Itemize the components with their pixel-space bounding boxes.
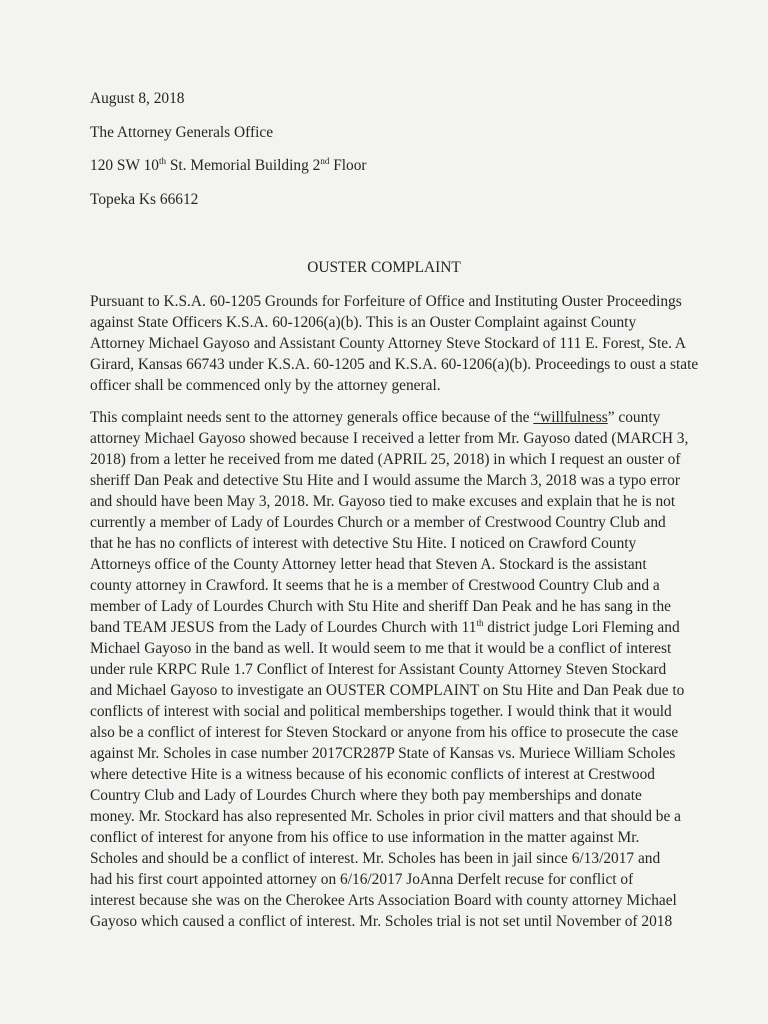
paragraph-line: interest because she was on the Cherokee Arts Association Board with county attorney Michael	[90, 892, 677, 909]
paragraph-line: Michael Gayoso in the band as well. It would seem to me that it would be a conflict of interest	[90, 640, 672, 657]
paragraph-line: county attorney in Crawford. It seems that he is a member of Crestwood Country Club and a	[90, 577, 660, 594]
paragraph-line: Girard, Kansas 66743 under K.S.A. 60-1205 and K.S.A. 60-1206(a)(b). Proceedings to oust a state	[90, 356, 699, 373]
paragraph-line: Country Club and Lady of Lourdes Church where they both pay memberships and donate	[90, 787, 642, 804]
paragraph-line: sheriff Dan Peak and detective Stu Hite and I would assume the March 3, 2018 was a typo error	[90, 472, 680, 489]
paragraph-line: Gayoso which caused a conflict of interest. Mr. Scholes trial is not set until November of 2018	[90, 913, 673, 930]
paragraph-line: member of Lady of Lourdes Church with Stu Hite and sheriff Dan Peak and he has sang in the	[90, 598, 671, 615]
paragraph-line: This complaint needs sent to the attorney generals office because of the “willfulness” county	[90, 409, 661, 426]
paragraph-line: Attorney Michael Gayoso and Assistant County Attorney Steve Stockard of 111 E. Forest, Ste. A	[90, 335, 687, 352]
paragraph-line: Scholes and should be a conflict of interest. Mr. Scholes has been in jail since 6/13/2017 and	[90, 850, 661, 867]
paragraph-complaint-body	[90, 407, 688, 932]
document-title: OUSTER COMPLAINT	[307, 259, 461, 276]
paragraph-line: 2018) from a letter he received from me dated (APRIL 25, 2018) in which I request an ouster of	[90, 451, 681, 468]
recipient-street-address: 120 SW 10th St. Memorial Building 2nd Floor	[90, 155, 367, 174]
paragraph-line: conflicts of interest with social and political memberships together. I would think that it would	[90, 703, 672, 720]
paragraph-line: officer shall be commenced only by the attorney general.	[90, 377, 441, 394]
paragraph-line: also be a conflict of interest for Steven Stockard or anyone from his office to prosecute the case	[90, 724, 679, 741]
paragraph-line: Pursuant to K.S.A. 60-1205 Grounds for Forfeiture of Office and Instituting Ouster Proceedings	[90, 293, 682, 310]
paragraph-line: band TEAM JESUS from the Lady of Lourdes Church with 11th district judge Lori Fleming and	[90, 617, 680, 636]
paragraph-line: against Mr. Scholes in case number 2017CR287P State of Kansas vs. Muriece William Scholes	[90, 745, 676, 762]
letter-date: August 8, 2018	[90, 90, 185, 107]
paragraph-line: attorney Michael Gayoso showed because I received a letter from Mr. Gayoso dated (MARCH 3,	[90, 430, 689, 447]
paragraph-statute	[90, 291, 698, 396]
paragraph-line: where detective Hite is a witness because of his economic conflicts of interest at Crestwood	[90, 766, 655, 783]
paragraph-line: under rule KRPC Rule 1.7 Conflict of Interest for Assistant County Attorney Steven Stockard	[90, 661, 667, 678]
recipient-city: Topeka Ks 66612	[90, 191, 199, 208]
paragraph-line: that he has no conflicts of interest with detective Stu Hite. I noticed on Crawford County	[90, 535, 637, 552]
paragraph-line: had his first court appointed attorney on 6/16/2017 JoAnna Derfelt recuse for conflict of	[90, 871, 634, 888]
paragraph-line: currently a member of Lady of Lourdes Church or a member of Crestwood Country Club and	[90, 514, 666, 531]
paragraph-line: Attorneys office of the County Attorney letter head that Steven A. Stockard is the assistant	[90, 556, 647, 573]
paragraph-line: conflict of interest for anyone from his office to use information in the matter against Mr.	[90, 829, 640, 846]
paragraph-line: money. Mr. Stockard has also represented Mr. Scholes in prior civil matters and that should be a	[90, 808, 681, 825]
paragraph-line: and should have been May 3, 2018. Mr. Gayoso tied to make excuses and explain that he is not	[90, 493, 676, 510]
recipient-name: The Attorney Generals Office	[90, 124, 274, 141]
paragraph-line: against State Officers K.S.A. 60-1206(a)(b). This is an Ouster Complaint against County	[90, 314, 637, 331]
paragraph-line: and Michael Gayoso to investigate an OUSTER COMPLAINT on Stu Hite and Dan Peak due to	[90, 682, 685, 699]
